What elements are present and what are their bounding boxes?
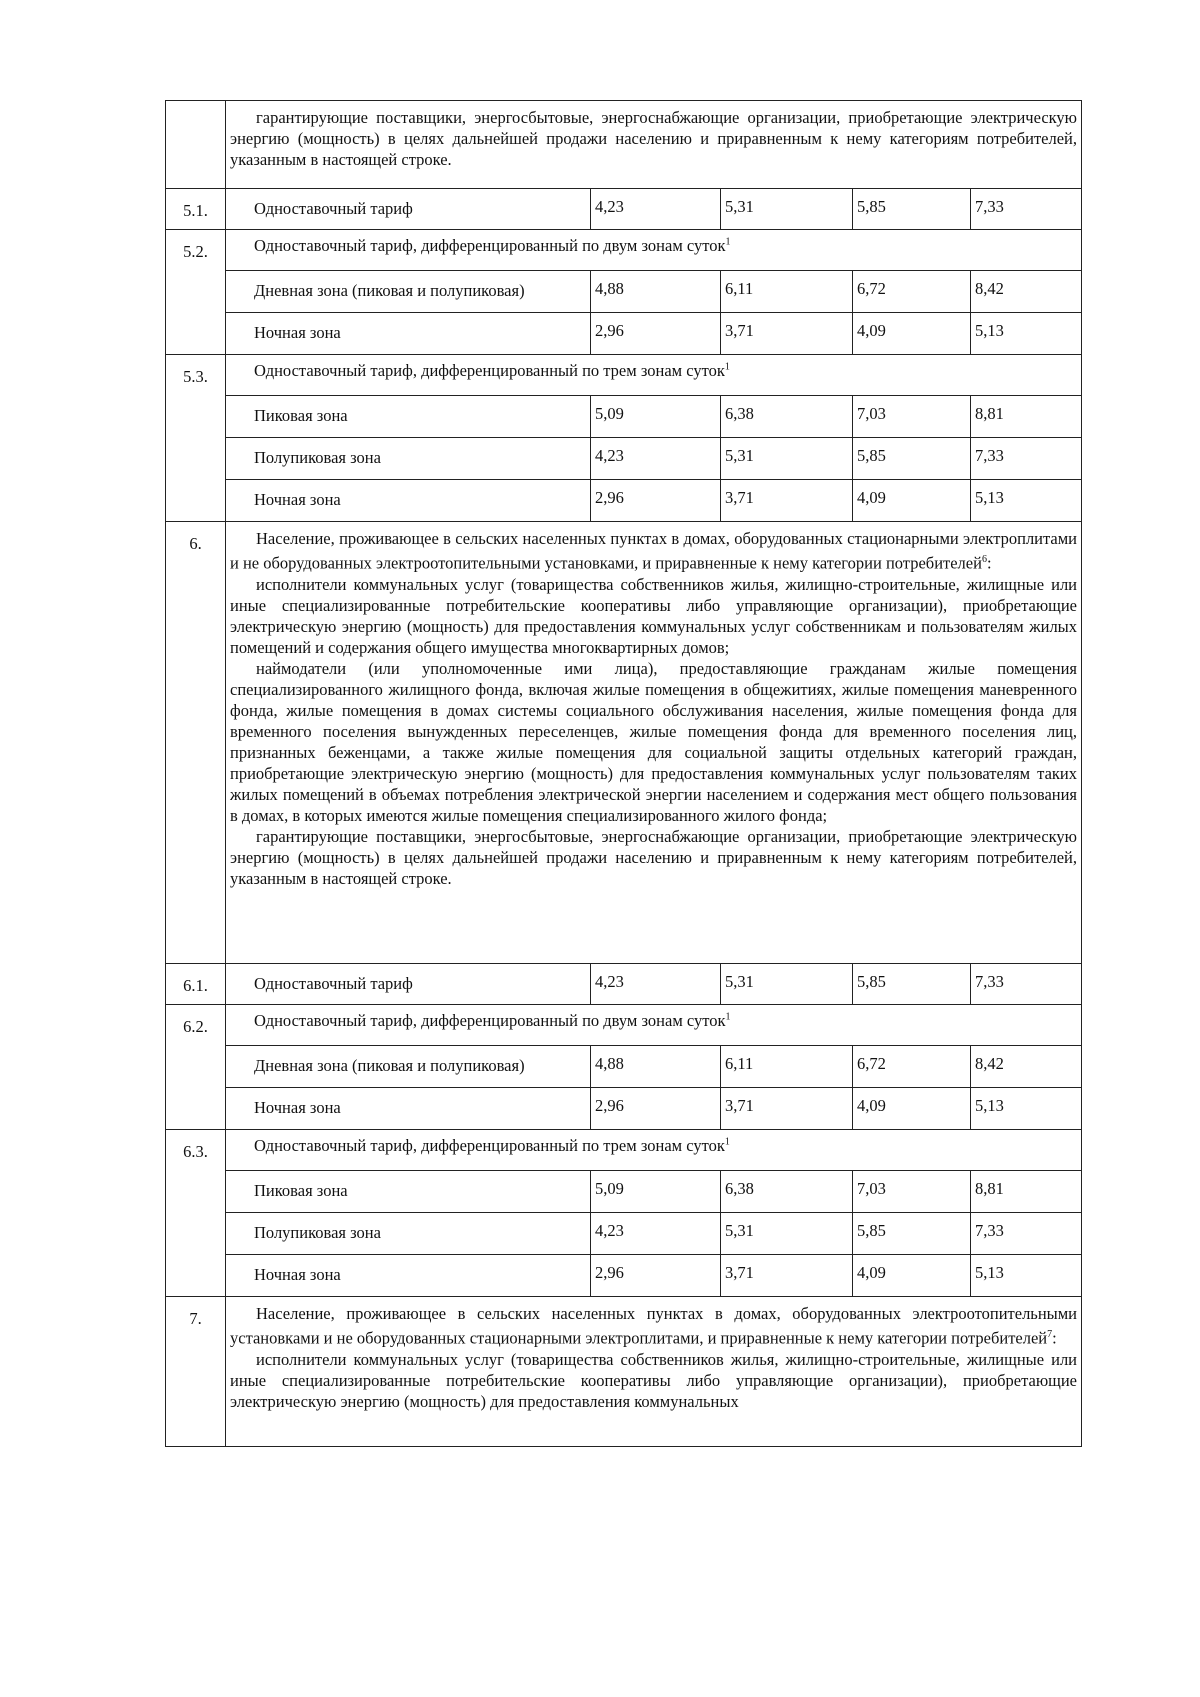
group-header-row: [166, 355, 1082, 396]
zone-label: Дневная зона (пиковая и полупиковая): [226, 271, 591, 313]
zone-row: [166, 1171, 1082, 1213]
zone-value: 5,13: [971, 480, 1082, 522]
footnote-ref: 1: [724, 361, 730, 373]
zone-row: [166, 1046, 1082, 1088]
zone-value: 2,96: [591, 1255, 721, 1297]
footnote-ref: 6: [981, 554, 987, 565]
group-label-text: Одноставочный тариф, дифференцированный по трем зонам суток: [254, 1136, 725, 1155]
zone-row: [166, 313, 1082, 355]
zone-value: 8,81: [971, 1171, 1082, 1213]
zone-label: Ночная зона: [226, 480, 591, 522]
zone-value: 6,38: [721, 396, 853, 438]
zone-value: 3,71: [721, 480, 853, 522]
paragraph: [230, 658, 1077, 826]
group-label-text: Одноставочный тариф, дифференцированный по трем зонам суток: [254, 361, 725, 380]
zone-value: 4,88: [591, 271, 721, 313]
paragraph: [230, 1349, 1077, 1412]
text-row: [166, 101, 1082, 189]
tariff-row: [166, 189, 1082, 230]
tariff-value: 7,33: [971, 964, 1082, 1005]
paragraph: [230, 1303, 1077, 1349]
zone-label: Ночная зона: [226, 1088, 591, 1130]
zone-value: 5,13: [971, 1088, 1082, 1130]
zone-value: 6,38: [721, 1171, 853, 1213]
group-label: [226, 1130, 1082, 1171]
paragraph-text: наймодатели (или уполномоченные ими лица), предоставляющие гражданам жилые помещения специализированного жилищного фонда, включая жилые помещения в общежитиях, жилые помещения маневренного фонда, жилые помещения в домах системы социального обслуживания населения, жилые помещения фонда для временного поселения вынужденных переселенцев, жилые помещения фонда для временного поселения лиц, признанных беженцами, а также жилые помещения для социальной защиты отдельных категорий граждан, приобретающие электрическую энергию (мощность) для предоставления коммунальных услуг пользователям таких жилых помещений в объемах потребления электрической энергии населением и содержания мест общего пользования в домах, в которых имеются жилые помещения специализированного жилого фонда;: [230, 658, 1078, 825]
zone-label: Полупиковая зона: [226, 1213, 591, 1255]
zone-value: 5,85: [853, 1213, 971, 1255]
row-description: [226, 101, 1082, 189]
zone-value: 2,96: [591, 1088, 721, 1130]
zone-value: 7,03: [853, 1171, 971, 1213]
zone-row: [166, 271, 1082, 313]
footnote-ref: 1: [724, 1136, 730, 1148]
zone-value: 3,71: [721, 1088, 853, 1130]
paragraph: [230, 107, 1077, 170]
paragraph-text: Население, проживающее в сельских населенных пунктах в домах, оборудованных стационарными электроплитами и не оборудованных электроотопительными установками, и приравненные к нему категории потребителей: [230, 529, 1078, 573]
zone-row: [166, 1255, 1082, 1297]
tariff-label: Одноставочный тариф: [226, 964, 591, 1005]
zone-value: 5,85: [853, 438, 971, 480]
group-header-row: [166, 1130, 1082, 1171]
text-row: [166, 522, 1082, 964]
paragraph: [230, 826, 1077, 889]
group-label-text: Одноставочный тариф, дифференцированный по двум зонам суток: [254, 236, 726, 255]
zone-value: 4,09: [853, 480, 971, 522]
group-label-text: Одноставочный тариф, дифференцированный по двум зонам суток: [254, 1011, 726, 1030]
tariff-value: 5,85: [853, 189, 971, 230]
zone-value: 2,96: [591, 480, 721, 522]
footnote-ref: 1: [725, 1011, 731, 1023]
zone-row: [166, 1213, 1082, 1255]
zone-value: 4,09: [853, 1255, 971, 1297]
row-description: [226, 522, 1082, 964]
zone-row: [166, 480, 1082, 522]
row-number: 6.1.: [166, 964, 226, 1005]
zone-value: 2,96: [591, 313, 721, 355]
paragraph-text: Население, проживающее в сельских населенных пунктах в домах, оборудованных электроотопительными установками и не оборудованных стационарными электроплитами, и приравненные к нему категории потребителей: [230, 1304, 1078, 1348]
group-label: [226, 1005, 1082, 1046]
paragraph-text: гарантирующие поставщики, энергосбытовые, энергоснабжающие организации, приобретающие электрическую энергию (мощность) в целях дальнейшей продажи населению и приравненным к нему категориям потребителей, указанным в настоящей строке.: [230, 826, 1078, 888]
row-number: 6.2.: [166, 1005, 226, 1130]
zone-label: Полупиковая зона: [226, 438, 591, 480]
zone-value: 4,88: [591, 1046, 721, 1088]
footnote-ref: 7: [1047, 1329, 1053, 1340]
tariff-label: Одноставочный тариф: [226, 189, 591, 230]
tariff-value: 5,85: [853, 964, 971, 1005]
row-number: 5.3.: [166, 355, 226, 522]
zone-row: [166, 438, 1082, 480]
zone-value: 5,31: [721, 1213, 853, 1255]
zone-value: 4,09: [853, 1088, 971, 1130]
zone-value: 5,13: [971, 313, 1082, 355]
zone-label: Пиковая зона: [226, 1171, 591, 1213]
zone-value: 8,42: [971, 1046, 1082, 1088]
row-number: 7.: [166, 1297, 226, 1447]
zone-value: 8,81: [971, 396, 1082, 438]
zone-value: 5,09: [591, 1171, 721, 1213]
paragraph-text: исполнители коммунальных услуг (товарищества собственников жилья, жилищно-строительные, жилищные или иные специализированные потребительские кооперативы либо управляющие организации), приобретающие электрическую энергию (мощность) для предоставления коммунальных услуг собственникам и пользователям жилых помещений и содержания общего имущества многоквартирных домов;: [230, 574, 1078, 657]
zone-label: Ночная зона: [226, 1255, 591, 1297]
paragraph: [230, 574, 1077, 658]
zone-value: 6,11: [721, 271, 853, 313]
tariff-value: 4,23: [591, 964, 721, 1005]
footnote-ref: 1: [725, 236, 731, 248]
tariff-value: 7,33: [971, 189, 1082, 230]
zone-value: 6,11: [721, 1046, 853, 1088]
paragraph-suffix: :: [986, 553, 992, 573]
tariff-value: 5,31: [721, 964, 853, 1005]
zone-value: 6,72: [853, 1046, 971, 1088]
zone-label: Ночная зона: [226, 313, 591, 355]
row-number: 5.1.: [166, 189, 226, 230]
zone-value: 7,33: [971, 1213, 1082, 1255]
row-number: 5.2.: [166, 230, 226, 355]
zone-value: 4,09: [853, 313, 971, 355]
group-header-row: [166, 230, 1082, 271]
tariff-row: [166, 964, 1082, 1005]
group-label: [226, 355, 1082, 396]
paragraph-text: исполнители коммунальных услуг (товарищества собственников жилья, жилищно-строительные, жилищные или иные специализированные потребительские кооперативы либо управляющие организации), приобретающие электрическую энергию (мощность) для предоставления коммунальных: [230, 1349, 1078, 1411]
zone-row: [166, 396, 1082, 438]
zone-value: 5,09: [591, 396, 721, 438]
paragraph: [230, 528, 1077, 574]
zone-value: 5,13: [971, 1255, 1082, 1297]
zone-label: Дневная зона (пиковая и полупиковая): [226, 1046, 591, 1088]
zone-value: 7,03: [853, 396, 971, 438]
zone-value: 6,72: [853, 271, 971, 313]
paragraph-text: гарантирующие поставщики, энергосбытовые, энергоснабжающие организации, приобретающие электрическую энергию (мощность) в целях дальнейшей продажи населению и приравненным к нему категориям потребителей, указанным в настоящей строке.: [230, 108, 1078, 169]
zone-value: 4,23: [591, 1213, 721, 1255]
zone-value: 3,71: [721, 313, 853, 355]
zone-value: 7,33: [971, 438, 1082, 480]
zone-value: 8,42: [971, 271, 1082, 313]
row-number: 6.: [166, 522, 226, 964]
paragraph-suffix: :: [1052, 1328, 1057, 1348]
zone-value: 3,71: [721, 1255, 853, 1297]
tariff-value: 4,23: [591, 189, 721, 230]
tariff-table: [165, 100, 1082, 1447]
row-number: 6.3.: [166, 1130, 226, 1297]
group-label: [226, 230, 1082, 271]
row-description: [226, 1297, 1082, 1447]
text-row: [166, 1297, 1082, 1447]
zone-value: 5,31: [721, 438, 853, 480]
zone-value: 4,23: [591, 438, 721, 480]
group-header-row: [166, 1005, 1082, 1046]
zone-row: [166, 1088, 1082, 1130]
zone-label: Пиковая зона: [226, 396, 591, 438]
tariff-value: 5,31: [721, 189, 853, 230]
row-number: [166, 101, 226, 189]
